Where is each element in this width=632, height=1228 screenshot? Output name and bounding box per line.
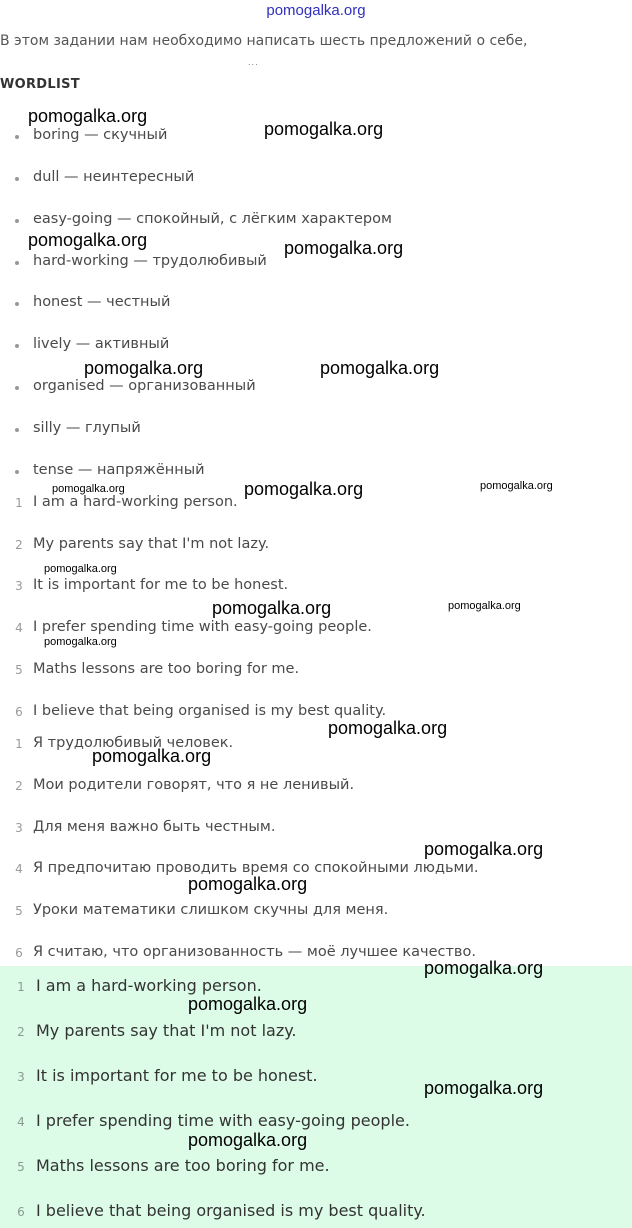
watermark: pomogalka.org bbox=[84, 358, 204, 378]
answer-text: I believe that being organised is my best quality. bbox=[36, 1201, 426, 1220]
watermark: pomogalka.org bbox=[212, 598, 332, 618]
sentence-text: Для меня важно быть честным. bbox=[33, 819, 276, 835]
sentence-text: I believe that being organised is my best quality. bbox=[33, 703, 387, 719]
sentence-number: 6 bbox=[15, 946, 23, 960]
answer-text: It is important for me to be honest. bbox=[36, 1066, 318, 1085]
wordlist-item: tense — напряжённый bbox=[33, 462, 205, 478]
sentence-number: 6 bbox=[15, 705, 23, 719]
watermark: pomogalka.org bbox=[92, 746, 212, 766]
watermark: pomogalka.org bbox=[188, 874, 308, 894]
sentence-number: 1 bbox=[15, 496, 23, 510]
sentence-number: 2 bbox=[15, 779, 23, 793]
bullet-icon bbox=[15, 177, 19, 181]
sentence-number: 5 bbox=[15, 663, 23, 677]
watermark: pomogalka.org bbox=[424, 839, 544, 859]
site-link[interactable]: pomogalka.org bbox=[266, 2, 366, 19]
bullet-icon bbox=[15, 428, 19, 432]
bullet-icon bbox=[15, 219, 19, 223]
sentence-text: Мои родители говорят, что я не ленивый. bbox=[33, 777, 355, 793]
sentence-number: 3 bbox=[15, 821, 23, 835]
watermark: pomogalka.org bbox=[52, 483, 125, 495]
answer-text: My parents say that I'm not lazy. bbox=[36, 1021, 297, 1040]
watermark: pomogalka.org bbox=[328, 718, 448, 738]
bullet-icon bbox=[15, 470, 19, 474]
sentence-number: 4 bbox=[15, 621, 23, 635]
watermark: pomogalka.org bbox=[28, 106, 148, 126]
sentence-text: Я трудолюбивый человек. bbox=[33, 735, 234, 751]
sentence-text: It is important for me to be honest. bbox=[33, 577, 289, 593]
sentence-text: Уроки математики слишком скучны для меня. bbox=[33, 902, 389, 918]
sentence-text: I am a hard-working person. bbox=[33, 494, 238, 510]
bullet-icon bbox=[15, 386, 19, 390]
wordlist-item: hard-working — трудолюбивый bbox=[33, 253, 267, 269]
wordlist-item: organised — организованный bbox=[33, 378, 256, 394]
sentence-number: 4 bbox=[15, 862, 23, 876]
wordlist-item: lively — активный bbox=[33, 336, 170, 352]
answer-text: Maths lessons are too boring for me. bbox=[36, 1156, 330, 1175]
answer-number: 1 bbox=[17, 980, 25, 994]
intro-cut-text: ... bbox=[248, 58, 259, 67]
sentence-text: Maths lessons are too boring for me. bbox=[33, 661, 300, 677]
intro-text: В этом задании нам необходимо написать шесть предложений о себе, bbox=[0, 33, 528, 49]
sentence-number: 1 bbox=[15, 737, 23, 751]
sentence-text: Я считаю, что организованность — моё лучшее качество. bbox=[33, 944, 476, 960]
sentence-number: 5 bbox=[15, 904, 23, 918]
wordlist-item: easy-going — спокойный, с лёгким характером bbox=[33, 211, 392, 227]
wordlist-item: boring — скучный bbox=[33, 127, 168, 143]
answer-text: I prefer spending time with easy-going people. bbox=[36, 1111, 410, 1130]
answer-number: 3 bbox=[17, 1070, 25, 1084]
watermark: pomogalka.org bbox=[320, 358, 440, 378]
wordlist-item: dull — неинтересный bbox=[33, 169, 195, 185]
sentence-number: 3 bbox=[15, 579, 23, 593]
bullet-icon bbox=[15, 261, 19, 265]
watermark: pomogalka.org bbox=[244, 479, 364, 499]
wordlist-item: silly — глупый bbox=[33, 420, 141, 436]
watermark: pomogalka.org bbox=[264, 119, 384, 139]
sentence-text: I prefer spending time with easy-going people. bbox=[33, 619, 372, 635]
sentence-text: My parents say that I'm not lazy. bbox=[33, 536, 270, 552]
answer-number: 4 bbox=[17, 1115, 25, 1129]
watermark: pomogalka.org bbox=[284, 238, 404, 258]
wordlist-heading: WORDLIST bbox=[0, 77, 80, 92]
watermark: pomogalka.org bbox=[44, 563, 117, 575]
bullet-icon bbox=[15, 344, 19, 348]
sentence-number: 2 bbox=[15, 538, 23, 552]
bullet-icon bbox=[15, 135, 19, 139]
watermark: pomogalka.org bbox=[28, 230, 148, 250]
watermark: pomogalka.org bbox=[188, 994, 308, 1014]
watermark: pomogalka.org bbox=[424, 958, 544, 978]
watermark: pomogalka.org bbox=[424, 1078, 544, 1098]
watermark: pomogalka.org bbox=[448, 600, 521, 612]
bullet-icon bbox=[15, 302, 19, 306]
answer-number: 6 bbox=[17, 1205, 25, 1219]
answer-number: 2 bbox=[17, 1025, 25, 1039]
watermark: pomogalka.org bbox=[188, 1130, 308, 1150]
watermark: pomogalka.org bbox=[44, 636, 117, 648]
sentence-text: Я предпочитаю проводить время со спокойными людьми. bbox=[33, 860, 479, 876]
answer-number: 5 bbox=[17, 1160, 25, 1174]
answer-text: I am a hard-working person. bbox=[36, 976, 262, 995]
wordlist-item: honest — честный bbox=[33, 294, 171, 310]
watermark: pomogalka.org bbox=[480, 480, 553, 492]
